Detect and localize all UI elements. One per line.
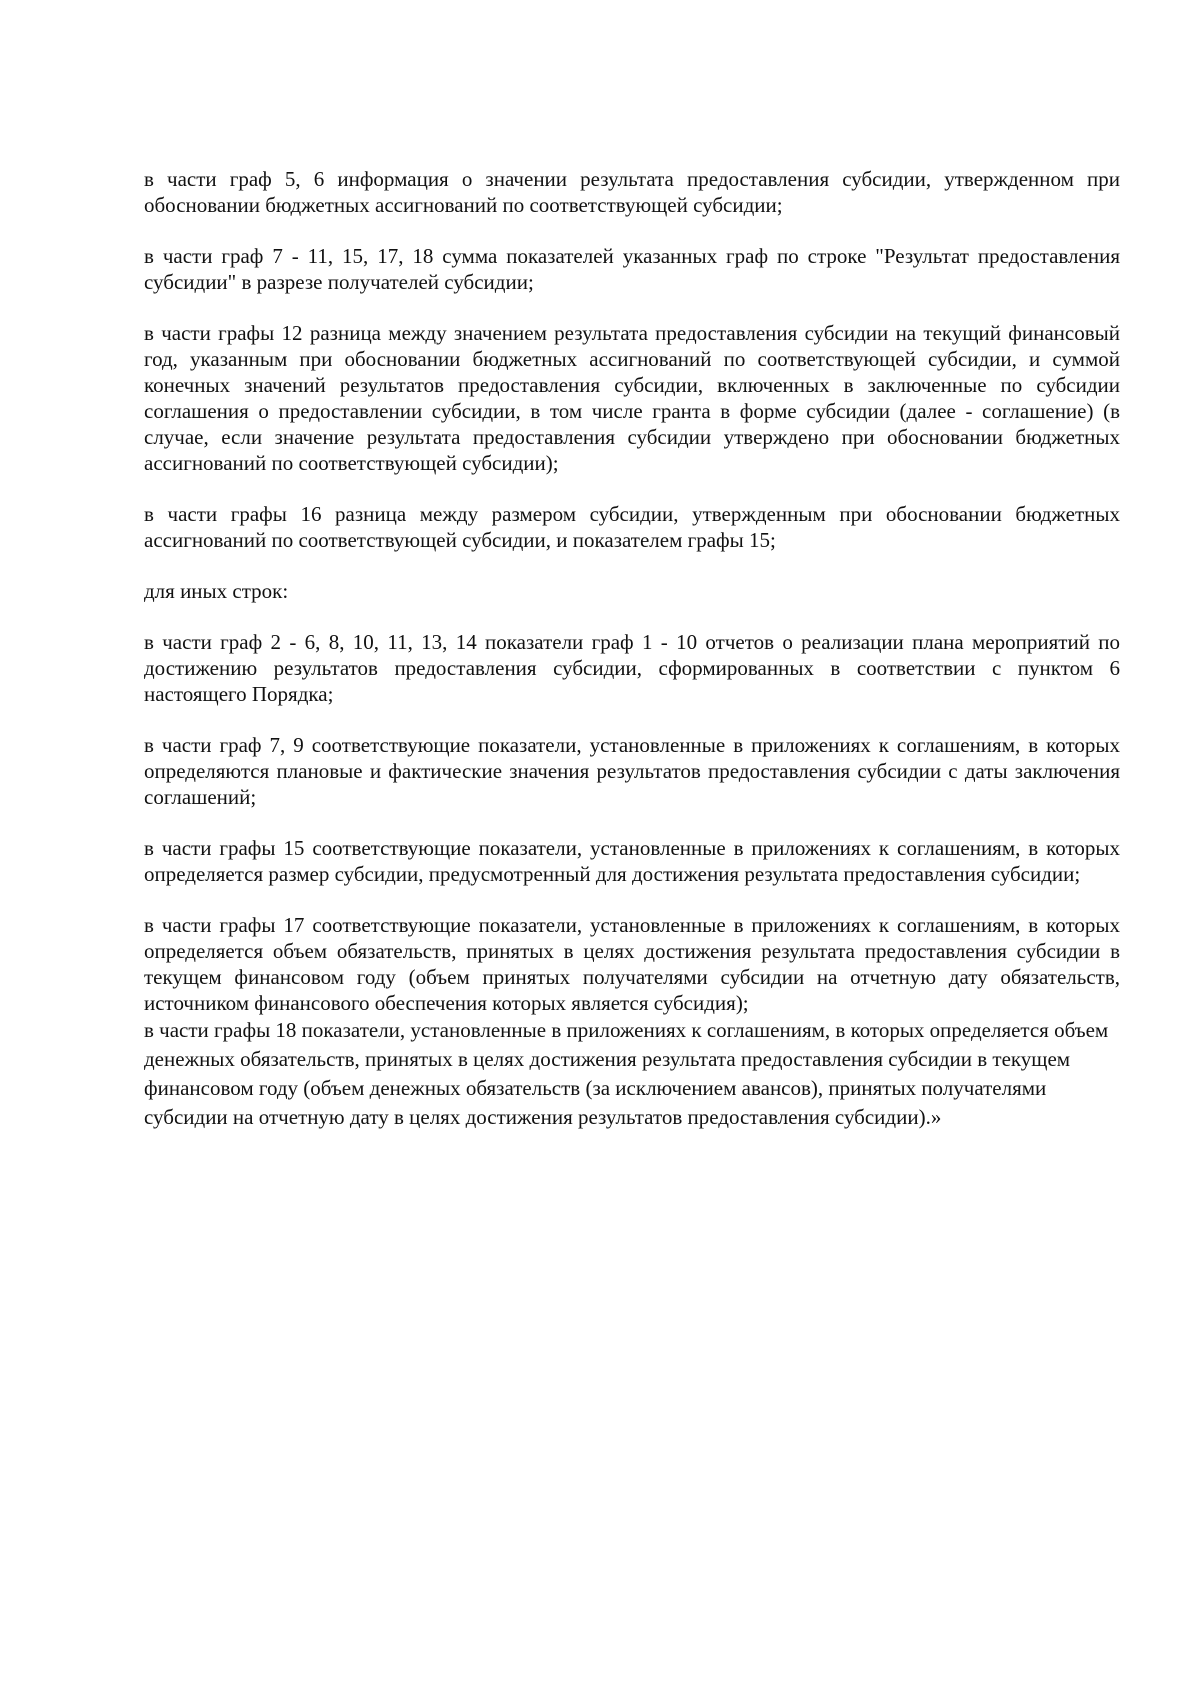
paragraph-column-17: в части графы 17 соответствующие показатели, установленные в приложениях к соглашениям, в которых определяется объем обязательств, принятых в целях достижения результата предоставления субсидии в текущем финансовом году (объем принятых получателями субсидии на отчетную дату обязательств, источником финансового обеспечения которых является субсидия); bbox=[144, 913, 1120, 1015]
paragraph-column-15: в части графы 15 соответствующие показатели, установленные в приложениях к соглашениям, в которых определяется размер субсидии, предусмотренный для достижения результата предоставления субсидии; bbox=[144, 836, 1120, 886]
paragraph-column-18: в части графы 18 показатели, установленные в приложениях к соглашениям, в которых определяется объем денежных обязательств, принятых в целях достижения результата предоставления субсидии в текущем финансовом году (объем денежных обязательств (за исключением авансов), принятых получателями субсидии на отчетную дату в целях достижения результатов предоставления субсидии).» bbox=[144, 1018, 1109, 1129]
paragraph-other-rows: для иных строк: bbox=[144, 579, 289, 603]
paragraph-columns-5-6: в части граф 5, 6 информация о значении результата предоставления субсидии, утвержденном при обосновании бюджетных ассигнований по соответствующей субсидии; bbox=[144, 167, 1120, 217]
paragraph-column-12: в части графы 12 разница между значением результата предоставления субсидии на текущий финансовый год, указанным при обосновании бюджетных ассигнований по соответствующей субсидии, и суммой конечных значений результатов предоставления субсидии, включенных в заключенные по субсидии соглашения о предоставлении субсидии, в том числе гранта в форме субсидии (далее - соглашение) (в случае, если значение результата предоставления субсидии утверждено при обосновании бюджетных ассигнований по соответствующей субсидии); bbox=[144, 321, 1120, 475]
paragraph-columns-7-9: в части граф 7, 9 соответствующие показатели, установленные в приложениях к соглашениям, в которых определяются плановые и фактические значения результатов предоставления субсидии с даты заключения соглашений; bbox=[144, 733, 1120, 809]
paragraph-columns-7-11: в части граф 7 - 11, 15, 17, 18 сумма показателей указанных граф по строке "Результат предоставления субсидии" в разрезе получателей субсидии; bbox=[144, 244, 1120, 294]
paragraph-columns-2-6: в части граф 2 - 6, 8, 10, 11, 13, 14 показатели граф 1 - 10 отчетов о реализации плана мероприятий по достижению результатов предоставления субсидии, сформированных в соответствии с пунктом 6 настоящего Порядка; bbox=[144, 630, 1120, 706]
paragraph-column-16: в части графы 16 разница между размером субсидии, утвержденным при обосновании бюджетных ассигнований по соответствующей субсидии, и показателем графы 15; bbox=[144, 502, 1120, 552]
document-body bbox=[144, 166, 1120, 1132]
